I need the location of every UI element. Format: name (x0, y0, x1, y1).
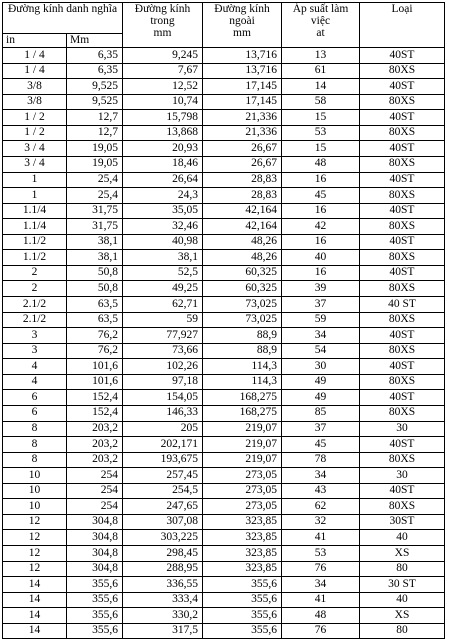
cell-inner-diameter: 12,52 (123, 79, 203, 95)
table-row (3, 468, 445, 484)
table-row (3, 250, 445, 266)
cell-pressure: 16 (282, 265, 360, 281)
cell-inner-diameter: 257,45 (123, 468, 203, 484)
cell-nominal-in: 3 / 4 (3, 156, 67, 172)
cell-pressure: 49 (282, 374, 360, 390)
cell-outer-diameter: 114,3 (203, 374, 282, 390)
table-row (3, 592, 445, 608)
table-row (3, 452, 445, 468)
cell-pressure: 58 (282, 94, 360, 110)
cell-type: 40ST (360, 390, 445, 406)
cell-type: 40ST (360, 483, 445, 499)
table-row (3, 437, 445, 453)
cell-nominal-in: 8 (3, 421, 67, 437)
cell-inner-diameter: 18,46 (123, 156, 203, 172)
cell-nominal-mm: 9,525 (67, 79, 123, 95)
cell-outer-diameter: 219,07 (203, 421, 282, 437)
cell-inner-diameter: 26,64 (123, 172, 203, 188)
header-type: Loại (360, 3, 445, 48)
cell-nominal-mm: 50,8 (67, 281, 123, 297)
header-pressure-line2: việc (310, 15, 331, 27)
cell-pressure: 13 (282, 48, 360, 64)
cell-type: 30 (360, 421, 445, 437)
cell-inner-diameter: 62,71 (123, 297, 203, 313)
cell-nominal-mm: 31,75 (67, 203, 123, 219)
cell-outer-diameter: 21,336 (203, 110, 282, 126)
cell-outer-diameter: 26,67 (203, 156, 282, 172)
cell-outer-diameter: 60,325 (203, 281, 282, 297)
cell-nominal-in: 10 (3, 483, 67, 499)
cell-type: 30ST (360, 514, 445, 530)
cell-outer-diameter: 13,716 (203, 63, 282, 79)
cell-nominal-in: 1 / 4 (3, 63, 67, 79)
cell-inner-diameter: 59 (123, 312, 203, 328)
cell-outer-diameter: 60,325 (203, 265, 282, 281)
cell-type: 80XS (360, 374, 445, 390)
table-row (3, 63, 445, 79)
cell-outer-diameter: 219,07 (203, 452, 282, 468)
table-header (3, 3, 445, 48)
cell-pressure: 85 (282, 405, 360, 421)
cell-nominal-mm: 304,8 (67, 530, 123, 546)
cell-type: 40ST (360, 265, 445, 281)
header-working-pressure (282, 3, 360, 48)
cell-inner-diameter: 35,05 (123, 203, 203, 219)
table-row (3, 234, 445, 250)
cell-outer-diameter: 42,164 (203, 219, 282, 235)
cell-nominal-in: 2 (3, 281, 67, 297)
cell-pressure: 32 (282, 514, 360, 530)
cell-pressure: 16 (282, 203, 360, 219)
table-row (3, 546, 445, 562)
cell-inner-diameter: 146,33 (123, 405, 203, 421)
cell-type: XS (360, 546, 445, 562)
cell-pressure: 76 (282, 561, 360, 577)
table-row (3, 577, 445, 593)
cell-inner-diameter: 336,55 (123, 577, 203, 593)
cell-nominal-mm: 304,8 (67, 546, 123, 562)
cell-type: 80XS (360, 499, 445, 515)
table-row (3, 483, 445, 499)
header-outer-unit: mm (233, 27, 251, 39)
table-row (3, 359, 445, 375)
cell-type: 80XS (360, 125, 445, 141)
header-nominal-diameter: Đường kính danh nghĩa (3, 3, 123, 34)
cell-pressure: 41 (282, 530, 360, 546)
table-row (3, 328, 445, 344)
cell-type: 40 ST (360, 297, 445, 313)
cell-pressure: 61 (282, 63, 360, 79)
cell-nominal-mm: 12,7 (67, 110, 123, 126)
cell-inner-diameter: 154,05 (123, 390, 203, 406)
cell-nominal-mm: 63,5 (67, 297, 123, 313)
cell-type: 80 (360, 561, 445, 577)
cell-type: 40ST (360, 437, 445, 453)
cell-nominal-mm: 203,2 (67, 437, 123, 453)
cell-outer-diameter: 26,67 (203, 141, 282, 157)
table-row (3, 94, 445, 110)
cell-nominal-in: 14 (3, 577, 67, 593)
table-row (3, 530, 445, 546)
table-row (3, 79, 445, 95)
cell-inner-diameter: 40,98 (123, 234, 203, 250)
cell-pressure: 49 (282, 390, 360, 406)
header-inner-diameter (123, 3, 203, 48)
cell-pressure: 37 (282, 421, 360, 437)
header-inner-line1: Đường kính (134, 3, 191, 15)
cell-nominal-in: 8 (3, 437, 67, 453)
cell-type: 40ST (360, 172, 445, 188)
cell-inner-diameter: 330,2 (123, 608, 203, 624)
cell-outer-diameter: 73,025 (203, 312, 282, 328)
cell-nominal-mm: 101,6 (67, 359, 123, 375)
cell-outer-diameter: 323,85 (203, 561, 282, 577)
cell-pressure: 59 (282, 312, 360, 328)
cell-pressure: 48 (282, 608, 360, 624)
cell-nominal-in: 12 (3, 561, 67, 577)
header-nominal-in: in (3, 34, 67, 48)
cell-nominal-mm: 254 (67, 468, 123, 484)
cell-nominal-in: 1 (3, 172, 67, 188)
cell-inner-diameter: 205 (123, 421, 203, 437)
table-row (3, 110, 445, 126)
cell-type: 80 (360, 623, 445, 639)
cell-nominal-mm: 203,2 (67, 421, 123, 437)
cell-nominal-mm: 38,1 (67, 250, 123, 266)
cell-pressure: 54 (282, 343, 360, 359)
cell-outer-diameter: 355,6 (203, 608, 282, 624)
pipe-spec-table-wrapper (2, 2, 445, 639)
cell-pressure: 39 (282, 281, 360, 297)
cell-nominal-mm: 152,4 (67, 390, 123, 406)
cell-pressure: 15 (282, 141, 360, 157)
cell-type: 80XS (360, 343, 445, 359)
table-row (3, 514, 445, 530)
cell-inner-diameter: 9,245 (123, 48, 203, 64)
cell-nominal-in: 8 (3, 452, 67, 468)
cell-nominal-in: 3 / 4 (3, 141, 67, 157)
cell-type: 80XS (360, 281, 445, 297)
cell-type: 40ST (360, 141, 445, 157)
table-row (3, 172, 445, 188)
cell-pressure: 40 (282, 250, 360, 266)
cell-inner-diameter: 20,93 (123, 141, 203, 157)
cell-outer-diameter: 273,05 (203, 468, 282, 484)
cell-outer-diameter: 219,07 (203, 437, 282, 453)
cell-nominal-in: 12 (3, 546, 67, 562)
cell-inner-diameter: 317,5 (123, 623, 203, 639)
cell-nominal-in: 6 (3, 405, 67, 421)
cell-outer-diameter: 17,145 (203, 94, 282, 110)
cell-nominal-in: 12 (3, 514, 67, 530)
cell-inner-diameter: 202,171 (123, 437, 203, 453)
header-pressure-line1: Áp suất làm (292, 3, 349, 15)
cell-type: 40 (360, 530, 445, 546)
cell-pressure: 30 (282, 359, 360, 375)
cell-nominal-in: 1.1/2 (3, 234, 67, 250)
pipe-spec-table (2, 2, 445, 639)
cell-nominal-mm: 304,8 (67, 561, 123, 577)
cell-pressure: 42 (282, 219, 360, 235)
cell-outer-diameter: 355,6 (203, 592, 282, 608)
table-row (3, 374, 445, 390)
cell-pressure: 16 (282, 172, 360, 188)
cell-outer-diameter: 28,83 (203, 172, 282, 188)
cell-inner-diameter: 193,675 (123, 452, 203, 468)
cell-type: 80XS (360, 94, 445, 110)
cell-pressure: 41 (282, 592, 360, 608)
cell-pressure: 34 (282, 577, 360, 593)
cell-outer-diameter: 114,3 (203, 359, 282, 375)
cell-outer-diameter: 323,85 (203, 514, 282, 530)
cell-nominal-in: 2.1/2 (3, 312, 67, 328)
cell-outer-diameter: 355,6 (203, 623, 282, 639)
cell-nominal-in: 1.1/4 (3, 203, 67, 219)
cell-inner-diameter: 333,4 (123, 592, 203, 608)
header-pressure-unit: at (316, 27, 325, 39)
cell-nominal-mm: 9,525 (67, 94, 123, 110)
table-row (3, 141, 445, 157)
cell-pressure: 45 (282, 188, 360, 204)
cell-type: 80XS (360, 219, 445, 235)
table-row (3, 499, 445, 515)
cell-nominal-mm: 19,05 (67, 156, 123, 172)
cell-nominal-in: 2 (3, 265, 67, 281)
cell-outer-diameter: 73,025 (203, 297, 282, 313)
cell-nominal-mm: 6,35 (67, 63, 123, 79)
table-row (3, 343, 445, 359)
table-row (3, 623, 445, 639)
cell-nominal-in: 10 (3, 499, 67, 515)
cell-pressure: 78 (282, 452, 360, 468)
cell-nominal-mm: 254 (67, 499, 123, 515)
cell-pressure: 76 (282, 623, 360, 639)
cell-nominal-in: 3/8 (3, 79, 67, 95)
cell-type: 80XS (360, 156, 445, 172)
cell-type: 40ST (360, 48, 445, 64)
cell-outer-diameter: 88,9 (203, 328, 282, 344)
cell-outer-diameter: 13,716 (203, 48, 282, 64)
cell-nominal-in: 1.1/4 (3, 219, 67, 235)
cell-nominal-in: 3/8 (3, 94, 67, 110)
cell-pressure: 16 (282, 234, 360, 250)
cell-pressure: 37 (282, 297, 360, 313)
cell-nominal-mm: 203,2 (67, 452, 123, 468)
cell-nominal-in: 1 / 2 (3, 125, 67, 141)
cell-inner-diameter: 7,67 (123, 63, 203, 79)
cell-nominal-mm: 355,6 (67, 608, 123, 624)
cell-inner-diameter: 32,46 (123, 219, 203, 235)
cell-nominal-mm: 12,7 (67, 125, 123, 141)
cell-nominal-in: 4 (3, 359, 67, 375)
cell-nominal-mm: 6,35 (67, 48, 123, 64)
table-row (3, 156, 445, 172)
cell-pressure: 62 (282, 499, 360, 515)
cell-nominal-mm: 50,8 (67, 265, 123, 281)
cell-nominal-mm: 76,2 (67, 343, 123, 359)
cell-inner-diameter: 52,5 (123, 265, 203, 281)
header-inner-unit: mm (153, 27, 172, 39)
cell-pressure: 14 (282, 79, 360, 95)
cell-outer-diameter: 273,05 (203, 483, 282, 499)
cell-nominal-in: 2.1/2 (3, 297, 67, 313)
cell-outer-diameter: 48,26 (203, 250, 282, 266)
cell-type: 40ST (360, 79, 445, 95)
cell-inner-diameter: 73,66 (123, 343, 203, 359)
header-outer-line2: ngoài (229, 15, 255, 27)
table-body (3, 48, 445, 639)
cell-inner-diameter: 13,868 (123, 125, 203, 141)
cell-nominal-mm: 31,75 (67, 219, 123, 235)
cell-outer-diameter: 168,275 (203, 405, 282, 421)
table-row (3, 265, 445, 281)
cell-nominal-mm: 355,6 (67, 623, 123, 639)
cell-nominal-in: 1 / 2 (3, 110, 67, 126)
cell-inner-diameter: 254,5 (123, 483, 203, 499)
cell-outer-diameter: 168,275 (203, 390, 282, 406)
table-row (3, 297, 445, 313)
cell-inner-diameter: 298,45 (123, 546, 203, 562)
cell-type: 80XS (360, 63, 445, 79)
cell-inner-diameter: 10,74 (123, 94, 203, 110)
cell-nominal-mm: 25,4 (67, 188, 123, 204)
cell-nominal-in: 1 (3, 188, 67, 204)
cell-outer-diameter: 323,85 (203, 546, 282, 562)
table-row (3, 281, 445, 297)
cell-outer-diameter: 273,05 (203, 499, 282, 515)
cell-inner-diameter: 24,3 (123, 188, 203, 204)
table-row (3, 561, 445, 577)
cell-type: 80XS (360, 312, 445, 328)
cell-nominal-mm: 355,6 (67, 592, 123, 608)
cell-nominal-mm: 63,5 (67, 312, 123, 328)
cell-nominal-in: 3 (3, 343, 67, 359)
cell-nominal-mm: 152,4 (67, 405, 123, 421)
table-row (3, 390, 445, 406)
table-row (3, 608, 445, 624)
cell-type: 40ST (360, 203, 445, 219)
cell-pressure: 34 (282, 468, 360, 484)
cell-nominal-mm: 25,4 (67, 172, 123, 188)
cell-nominal-in: 14 (3, 608, 67, 624)
cell-nominal-mm: 355,6 (67, 577, 123, 593)
cell-inner-diameter: 247,65 (123, 499, 203, 515)
cell-outer-diameter: 88,9 (203, 343, 282, 359)
cell-inner-diameter: 303,225 (123, 530, 203, 546)
table-row (3, 312, 445, 328)
cell-type: 80XS (360, 452, 445, 468)
cell-type: 30 (360, 468, 445, 484)
table-row (3, 125, 445, 141)
header-nominal-mm: Mm (67, 34, 123, 48)
cell-type: 40 (360, 592, 445, 608)
cell-outer-diameter: 42,164 (203, 203, 282, 219)
cell-type: 40ST (360, 328, 445, 344)
table-row (3, 219, 445, 235)
cell-nominal-mm: 101,6 (67, 374, 123, 390)
cell-nominal-in: 14 (3, 623, 67, 639)
cell-nominal-in: 3 (3, 328, 67, 344)
cell-nominal-in: 1 / 4 (3, 48, 67, 64)
cell-outer-diameter: 48,26 (203, 234, 282, 250)
cell-type: XS (360, 608, 445, 624)
cell-type: 80XS (360, 250, 445, 266)
header-inner-line2: trong (150, 15, 175, 27)
cell-nominal-in: 12 (3, 530, 67, 546)
table-row (3, 405, 445, 421)
header-outer-diameter (203, 3, 282, 48)
cell-nominal-mm: 76,2 (67, 328, 123, 344)
cell-nominal-in: 4 (3, 374, 67, 390)
table-row (3, 48, 445, 64)
cell-outer-diameter: 21,336 (203, 125, 282, 141)
cell-type: 40ST (360, 110, 445, 126)
cell-type: 40ST (360, 359, 445, 375)
cell-type: 80XS (360, 405, 445, 421)
cell-inner-diameter: 77,927 (123, 328, 203, 344)
cell-type: 30 ST (360, 577, 445, 593)
cell-nominal-in: 6 (3, 390, 67, 406)
cell-inner-diameter: 38,1 (123, 250, 203, 266)
cell-nominal-mm: 38,1 (67, 234, 123, 250)
cell-pressure: 53 (282, 125, 360, 141)
cell-inner-diameter: 15,798 (123, 110, 203, 126)
cell-outer-diameter: 28,83 (203, 188, 282, 204)
table-row (3, 188, 445, 204)
header-outer-line1: Đường kính (214, 3, 270, 15)
cell-outer-diameter: 17,145 (203, 79, 282, 95)
cell-nominal-mm: 19,05 (67, 141, 123, 157)
cell-pressure: 53 (282, 546, 360, 562)
cell-nominal-in: 1.1/2 (3, 250, 67, 266)
cell-nominal-in: 14 (3, 592, 67, 608)
cell-inner-diameter: 288,95 (123, 561, 203, 577)
cell-type: 40ST (360, 234, 445, 250)
cell-inner-diameter: 307,08 (123, 514, 203, 530)
cell-outer-diameter: 323,85 (203, 530, 282, 546)
cell-inner-diameter: 49,25 (123, 281, 203, 297)
cell-nominal-in: 10 (3, 468, 67, 484)
cell-inner-diameter: 102,26 (123, 359, 203, 375)
table-row (3, 203, 445, 219)
cell-type: 80XS (360, 188, 445, 204)
table-row (3, 421, 445, 437)
cell-pressure: 34 (282, 328, 360, 344)
cell-pressure: 48 (282, 156, 360, 172)
cell-inner-diameter: 97,18 (123, 374, 203, 390)
cell-pressure: 45 (282, 437, 360, 453)
cell-pressure: 15 (282, 110, 360, 126)
cell-nominal-mm: 304,8 (67, 514, 123, 530)
cell-nominal-mm: 254 (67, 483, 123, 499)
cell-pressure: 43 (282, 483, 360, 499)
cell-outer-diameter: 355,6 (203, 577, 282, 593)
